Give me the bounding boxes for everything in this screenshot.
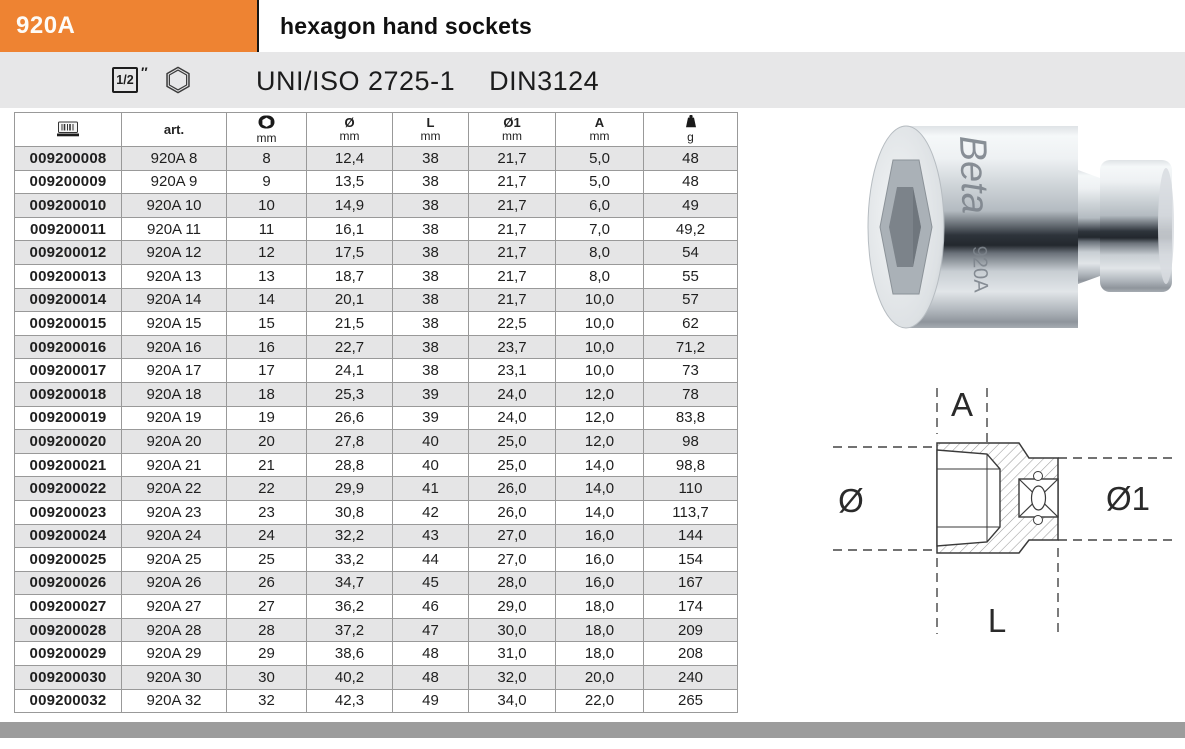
cell-hex_mm: 14 (227, 288, 307, 312)
standard-uni-iso: UNI/ISO 2725-1 (256, 66, 456, 96)
cell-art: 920A 25 (122, 548, 227, 572)
cell-ean: 009200021 (15, 453, 122, 477)
cell-art: 920A 26 (122, 571, 227, 595)
cell-l_mm: 38 (393, 217, 469, 241)
cell-ean: 009200028 (15, 618, 122, 642)
cell-d_mm: 30,8 (307, 500, 393, 524)
length-unit: mm (420, 129, 441, 143)
cell-d_mm: 36,2 (307, 595, 393, 619)
cell-a_mm: 5,0 (556, 147, 644, 171)
cell-d1_mm: 21,7 (469, 194, 556, 218)
cell-d1_mm: 21,7 (469, 241, 556, 265)
table-row (15, 430, 738, 454)
cell-ean: 009200025 (15, 548, 122, 572)
cell-l_mm: 41 (393, 477, 469, 501)
cell-weight_g: 54 (644, 241, 738, 265)
hexagon-icon (163, 65, 193, 100)
cell-ean: 009200019 (15, 406, 122, 430)
cell-art: 920A 9 (122, 170, 227, 194)
cell-d_mm: 42,3 (307, 689, 393, 713)
cell-d_mm: 26,6 (307, 406, 393, 430)
cell-ean: 009200009 (15, 170, 122, 194)
col-header-weight (644, 113, 738, 147)
diagram-label-l: L (987, 602, 1007, 639)
cell-hex_mm: 18 (227, 382, 307, 406)
cell-d_mm: 27,8 (307, 430, 393, 454)
hex-cavity (937, 450, 1000, 546)
cell-hex_mm: 10 (227, 194, 307, 218)
cell-hex_mm: 28 (227, 618, 307, 642)
cell-d1_mm: 24,0 (469, 382, 556, 406)
inch-mark: ″ (141, 64, 148, 80)
cell-d1_mm: 27,0 (469, 548, 556, 572)
cell-a_mm: 14,0 (556, 477, 644, 501)
cell-l_mm: 38 (393, 241, 469, 265)
cell-l_mm: 44 (393, 548, 469, 572)
cell-l_mm: 46 (393, 595, 469, 619)
cell-l_mm: 38 (393, 359, 469, 383)
cell-weight_g: 98 (644, 430, 738, 454)
cell-weight_g: 209 (644, 618, 738, 642)
cell-d_mm: 25,3 (307, 382, 393, 406)
cell-a_mm: 10,0 (556, 335, 644, 359)
cell-l_mm: 38 (393, 194, 469, 218)
cell-a_mm: 20,0 (556, 666, 644, 690)
cell-d1_mm: 27,0 (469, 524, 556, 548)
cell-d_mm: 18,7 (307, 264, 393, 288)
product-code: 920A (16, 12, 76, 39)
cell-d1_mm: 34,0 (469, 689, 556, 713)
cell-l_mm: 42 (393, 500, 469, 524)
cell-d1_mm: 21,7 (469, 217, 556, 241)
cell-a_mm: 12,0 (556, 406, 644, 430)
cell-l_mm: 39 (393, 382, 469, 406)
cell-l_mm: 38 (393, 312, 469, 336)
diagram-label-d1: Ø1 (1105, 480, 1151, 517)
cell-l_mm: 39 (393, 406, 469, 430)
cell-d_mm: 22,7 (307, 335, 393, 359)
cell-d1_mm: 31,0 (469, 642, 556, 666)
cell-ean: 009200018 (15, 382, 122, 406)
table-row (15, 382, 738, 406)
cell-a_mm: 16,0 (556, 548, 644, 572)
table-row (15, 335, 738, 359)
table-row (15, 477, 738, 501)
cell-ean: 009200016 (15, 335, 122, 359)
cell-d_mm: 16,1 (307, 217, 393, 241)
cell-a_mm: 5,0 (556, 170, 644, 194)
cell-hex_mm: 21 (227, 453, 307, 477)
dimension-diagram (823, 372, 1185, 677)
table-row (15, 571, 738, 595)
drive-size-label: 1/2 (116, 73, 134, 87)
cell-art: 920A 14 (122, 288, 227, 312)
cell-a_mm: 18,0 (556, 642, 644, 666)
cell-hex_mm: 24 (227, 524, 307, 548)
cell-hex_mm: 22 (227, 477, 307, 501)
cell-ean: 009200011 (15, 217, 122, 241)
cell-a_mm: 10,0 (556, 288, 644, 312)
hex-unit: mm (256, 130, 277, 145)
cell-weight_g: 78 (644, 382, 738, 406)
cell-hex_mm: 32 (227, 689, 307, 713)
engraving-model: 920A (968, 245, 992, 293)
cell-a_mm: 16,0 (556, 524, 644, 548)
table-row (15, 524, 738, 548)
cell-weight_g: 113,7 (644, 500, 738, 524)
col-header-art (122, 113, 227, 147)
footer-bar (0, 722, 1185, 738)
cell-a_mm: 8,0 (556, 264, 644, 288)
cell-weight_g: 240 (644, 666, 738, 690)
table-row (15, 666, 738, 690)
table-row (15, 595, 738, 619)
table-row (15, 689, 738, 713)
cell-d1_mm: 24,0 (469, 406, 556, 430)
standards-text (256, 52, 599, 108)
cell-a_mm: 12,0 (556, 382, 644, 406)
cell-weight_g: 71,2 (644, 335, 738, 359)
engraving-brand: Beta (951, 134, 996, 215)
cell-art: 920A 23 (122, 500, 227, 524)
cell-l_mm: 38 (393, 264, 469, 288)
cell-art: 920A 24 (122, 524, 227, 548)
cell-d1_mm: 23,1 (469, 359, 556, 383)
cell-art: 920A 19 (122, 406, 227, 430)
cell-d_mm: 17,5 (307, 241, 393, 265)
cell-d_mm: 21,5 (307, 312, 393, 336)
cell-hex_mm: 23 (227, 500, 307, 524)
cell-d_mm: 40,2 (307, 666, 393, 690)
cell-hex_mm: 25 (227, 548, 307, 572)
diameter1-label: Ø1 (503, 115, 521, 130)
cell-hex_mm: 13 (227, 264, 307, 288)
table-row (15, 194, 738, 218)
diagram-label-a: A (950, 386, 974, 423)
cell-d1_mm: 21,7 (469, 264, 556, 288)
cell-a_mm: 16,0 (556, 571, 644, 595)
cell-weight_g: 55 (644, 264, 738, 288)
table-header-row (15, 113, 738, 147)
cell-l_mm: 38 (393, 335, 469, 359)
cell-art: 920A 20 (122, 430, 227, 454)
cell-a_mm: 8,0 (556, 241, 644, 265)
cell-d1_mm: 21,7 (469, 147, 556, 171)
cell-hex_mm: 19 (227, 406, 307, 430)
cell-d_mm: 13,5 (307, 170, 393, 194)
a-label: A (594, 115, 605, 130)
length-label: L (426, 115, 435, 130)
cell-d_mm: 32,2 (307, 524, 393, 548)
table-row (15, 406, 738, 430)
cell-art: 920A 29 (122, 642, 227, 666)
ean-code-icon (56, 121, 80, 139)
cell-a_mm: 12,0 (556, 430, 644, 454)
cell-weight_g: 57 (644, 288, 738, 312)
cell-l_mm: 48 (393, 666, 469, 690)
col-header-length (393, 113, 469, 147)
cell-d1_mm: 25,0 (469, 430, 556, 454)
cell-hex_mm: 16 (227, 335, 307, 359)
diagram-label-d: Ø (838, 482, 864, 519)
diameter1-unit: mm (502, 129, 522, 143)
cell-weight_g: 98,8 (644, 453, 738, 477)
half-inch-drive-icon (112, 67, 138, 93)
cell-a_mm: 7,0 (556, 217, 644, 241)
cell-art: 920A 11 (122, 217, 227, 241)
cell-weight_g: 167 (644, 571, 738, 595)
cell-d_mm: 28,8 (307, 453, 393, 477)
cell-art: 920A 28 (122, 618, 227, 642)
table-row (15, 147, 738, 171)
table-row (15, 288, 738, 312)
cell-d_mm: 37,2 (307, 618, 393, 642)
cell-ean: 009200030 (15, 666, 122, 690)
cell-ean: 009200020 (15, 430, 122, 454)
cell-d1_mm: 30,0 (469, 618, 556, 642)
cell-d1_mm: 29,0 (469, 595, 556, 619)
cell-d_mm: 14,9 (307, 194, 393, 218)
product-code-badge (0, 0, 259, 52)
cell-l_mm: 40 (393, 453, 469, 477)
cell-d_mm: 34,7 (307, 571, 393, 595)
cell-ean: 009200027 (15, 595, 122, 619)
art-label: art. (163, 122, 185, 137)
cell-d_mm: 29,9 (307, 477, 393, 501)
cell-weight_g: 110 (644, 477, 738, 501)
cell-ean: 009200032 (15, 689, 122, 713)
col-header-ean (15, 113, 122, 147)
cell-art: 920A 22 (122, 477, 227, 501)
cell-art: 920A 8 (122, 147, 227, 171)
cell-ean: 009200022 (15, 477, 122, 501)
socket-neck (1078, 170, 1100, 284)
page-title: hexagon hand sockets (280, 13, 532, 39)
cell-hex_mm: 26 (227, 571, 307, 595)
cell-a_mm: 14,0 (556, 500, 644, 524)
cell-d1_mm: 23,7 (469, 335, 556, 359)
cell-a_mm: 14,0 (556, 453, 644, 477)
table-row (15, 359, 738, 383)
cell-d_mm: 20,1 (307, 288, 393, 312)
cell-l_mm: 43 (393, 524, 469, 548)
cell-ean: 009200023 (15, 500, 122, 524)
cell-ean: 009200017 (15, 359, 122, 383)
cell-hex_mm: 15 (227, 312, 307, 336)
table-row (15, 312, 738, 336)
cell-a_mm: 10,0 (556, 312, 644, 336)
cell-ean: 009200014 (15, 288, 122, 312)
standard-din: DIN3124 (489, 66, 600, 96)
spec-table (14, 112, 738, 713)
cell-ean: 009200013 (15, 264, 122, 288)
cell-art: 920A 27 (122, 595, 227, 619)
table-row (15, 500, 738, 524)
cell-hex_mm: 9 (227, 170, 307, 194)
cell-weight_g: 48 (644, 147, 738, 171)
socket-product-photo (860, 120, 1182, 338)
cell-art: 920A 13 (122, 264, 227, 288)
cell-a_mm: 10,0 (556, 359, 644, 383)
cell-weight_g: 144 (644, 524, 738, 548)
table-row (15, 170, 738, 194)
diameter-label: Ø (344, 115, 355, 130)
cell-a_mm: 18,0 (556, 618, 644, 642)
cell-weight_g: 83,8 (644, 406, 738, 430)
table-row (15, 264, 738, 288)
cell-art: 920A 12 (122, 241, 227, 265)
spec-table-body (15, 147, 738, 713)
cell-art: 920A 16 (122, 335, 227, 359)
cell-ean: 009200010 (15, 194, 122, 218)
col-header-diameter (307, 113, 393, 147)
cell-l_mm: 38 (393, 288, 469, 312)
cell-d_mm: 33,2 (307, 548, 393, 572)
cell-art: 920A 18 (122, 382, 227, 406)
cell-l_mm: 38 (393, 170, 469, 194)
cell-ean: 009200029 (15, 642, 122, 666)
cell-d_mm: 38,6 (307, 642, 393, 666)
cell-ean: 009200012 (15, 241, 122, 265)
cell-d1_mm: 22,5 (469, 312, 556, 336)
cell-hex_mm: 20 (227, 430, 307, 454)
a-unit: mm (589, 129, 610, 143)
cell-hex_mm: 17 (227, 359, 307, 383)
cell-ean: 009200015 (15, 312, 122, 336)
cell-art: 920A 30 (122, 666, 227, 690)
cell-l_mm: 47 (393, 618, 469, 642)
col-header-hex (227, 113, 307, 147)
cell-a_mm: 18,0 (556, 595, 644, 619)
cell-l_mm: 48 (393, 642, 469, 666)
cell-hex_mm: 11 (227, 217, 307, 241)
cell-l_mm: 49 (393, 689, 469, 713)
cell-ean: 009200024 (15, 524, 122, 548)
cell-weight_g: 49,2 (644, 217, 738, 241)
col-header-a (556, 113, 644, 147)
cell-a_mm: 22,0 (556, 689, 644, 713)
table-row (15, 642, 738, 666)
cell-art: 920A 10 (122, 194, 227, 218)
cell-weight_g: 48 (644, 170, 738, 194)
cell-hex_mm: 12 (227, 241, 307, 265)
cell-l_mm: 40 (393, 430, 469, 454)
cell-art: 920A 21 (122, 453, 227, 477)
weight-icon (685, 115, 697, 130)
cell-d1_mm: 26,0 (469, 477, 556, 501)
cell-hex_mm: 27 (227, 595, 307, 619)
table-row (15, 453, 738, 477)
table-row (15, 241, 738, 265)
table-row (15, 618, 738, 642)
cell-d_mm: 24,1 (307, 359, 393, 383)
cell-l_mm: 45 (393, 571, 469, 595)
cell-weight_g: 49 (644, 194, 738, 218)
cell-weight_g: 73 (644, 359, 738, 383)
cell-weight_g: 208 (644, 642, 738, 666)
standards-band (0, 52, 1185, 108)
detent-ball (1032, 486, 1046, 510)
table-row (15, 217, 738, 241)
cell-d1_mm: 21,7 (469, 288, 556, 312)
cell-weight_g: 62 (644, 312, 738, 336)
cell-weight_g: 265 (644, 689, 738, 713)
table-row (15, 548, 738, 572)
cell-art: 920A 15 (122, 312, 227, 336)
weight-unit: g (687, 130, 694, 144)
cell-d_mm: 12,4 (307, 147, 393, 171)
cell-weight_g: 154 (644, 548, 738, 572)
cell-d1_mm: 21,7 (469, 170, 556, 194)
cell-art: 920A 32 (122, 689, 227, 713)
hex-socket-icon (258, 115, 275, 131)
cell-ean: 009200008 (15, 147, 122, 171)
cell-d1_mm: 26,0 (469, 500, 556, 524)
cell-art: 920A 17 (122, 359, 227, 383)
cell-d1_mm: 32,0 (469, 666, 556, 690)
cell-d1_mm: 28,0 (469, 571, 556, 595)
cell-l_mm: 38 (393, 147, 469, 171)
diameter-unit: mm (339, 129, 360, 143)
cell-weight_g: 174 (644, 595, 738, 619)
cell-d1_mm: 25,0 (469, 453, 556, 477)
col-header-diameter1 (469, 113, 556, 147)
cell-hex_mm: 30 (227, 666, 307, 690)
cell-hex_mm: 29 (227, 642, 307, 666)
cell-ean: 009200026 (15, 571, 122, 595)
cell-hex_mm: 8 (227, 147, 307, 171)
cell-a_mm: 6,0 (556, 194, 644, 218)
